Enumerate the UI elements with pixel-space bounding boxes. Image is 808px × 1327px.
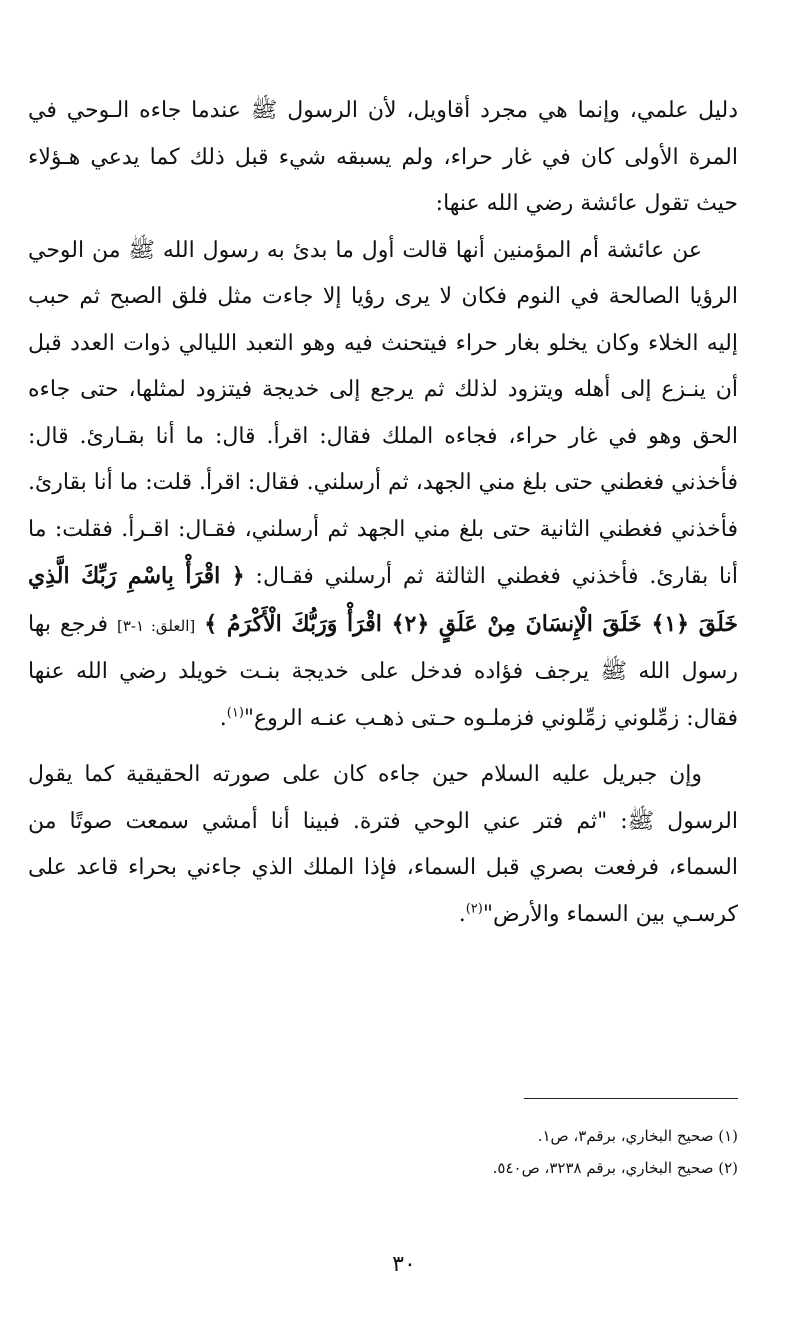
paragraph-end-1: . bbox=[219, 705, 227, 731]
paragraph-intro: دليل علمي، وإنما هي مجرد أقاويل، لأن الرسول ﷺ عندما جاءه الـوحي في المرة الأولى كان في غار حراء، ولم يسبقه شيء قبل ذلك كما يدعي هـؤلاء حيث تقول عائشة رضي الله عنها: bbox=[28, 98, 738, 216]
footnote-ref-2[interactable]: (٢) bbox=[465, 901, 483, 917]
paragraph-end-2: . bbox=[458, 901, 466, 927]
quran-citation: [العلق: ١-٣] bbox=[117, 616, 196, 635]
footnote-2: (٢) صحيح البخاري، برقم ٣٢٣٨، ص٥٤٠. bbox=[492, 1159, 738, 1177]
hadith-continuation: فرجع بها رسول الله ﷺ يرجف فؤاده فدخل على خديجة بنـت خويلد رضي الله عنها فقال: زمِّلوني زمِّلوني فزملـوه حـتى ذهـب عنـه الروع" bbox=[28, 611, 738, 731]
main-text bbox=[28, 88, 738, 938]
footnotes bbox=[28, 1120, 738, 1184]
jibril-text: وإن جبريل عليه السلام حين جاءه كان على صورته الحقيقية كما يقول الرسول ﷺ: "ثم فتر عني الوحي فترة. فبينا أنا أمشي سمعت صوتًا من السماء، فرفعت بصري قبل السماء، فإذا الملك الذي جاءني بحراء قاعد على كرسـي بين السماء والأرض" bbox=[28, 762, 738, 927]
hadith-text: عن عائشة أم المؤمنين أنها قالت أول ما بدئ به رسول الله ﷺ من الوحي الرؤيا الصالحة في النوم فكان لا يرى رؤيا إلا جاءت مثل فلق الصبح ثم حبب إليه الخلاء وكان يخلو بغار حراء فيتحنث فيه وهو التعبد الليالي ذوات العدد قبل أن ينـزع إلى أهله ويتزود لذلك ثم يرجع إلى خديجة فيتزود لمثلها، حتى جاءه الحق وهو في غار حراء، فجاءه الملك فقال: اقرأ. قال: ما أنا بقـارئ. قال: فأخذني فغطني حتى بلغ مني الجهد، ثم أرسلني. فقال: اقرأ. قلت: ما أنا بقارئ. فأخذني فغطني الثانية حتى بلغ مني الجهد ثم أرسلني، فقـال: اقـرأ. فقلت: ما أنا بقارئ. فأخذني فغطني الثالثة ثم أرسلني فقـال: bbox=[28, 237, 738, 589]
footnote-1: (١) صحيح البخاري، برقم٣، ص١. bbox=[537, 1127, 738, 1145]
paragraph-jibril bbox=[28, 752, 738, 938]
footnote-divider bbox=[524, 1098, 738, 1099]
footnote-ref-1[interactable]: (١) bbox=[226, 705, 244, 721]
paragraph-hadith-aisha bbox=[28, 228, 738, 743]
page-number: ٣٠ bbox=[392, 1252, 416, 1277]
quran-verse: ﴿ اقْرَأْ بِاسْمِ رَبِّكَ الَّذِي خَلَقَ ﴿١﴾ خَلَقَ الْإِنسَانَ مِنْ عَلَقٍ ﴿٢﴾ اقْرَأْ وَرَبُّكَ الْأَكْرَمُ ﴾ bbox=[28, 563, 738, 637]
